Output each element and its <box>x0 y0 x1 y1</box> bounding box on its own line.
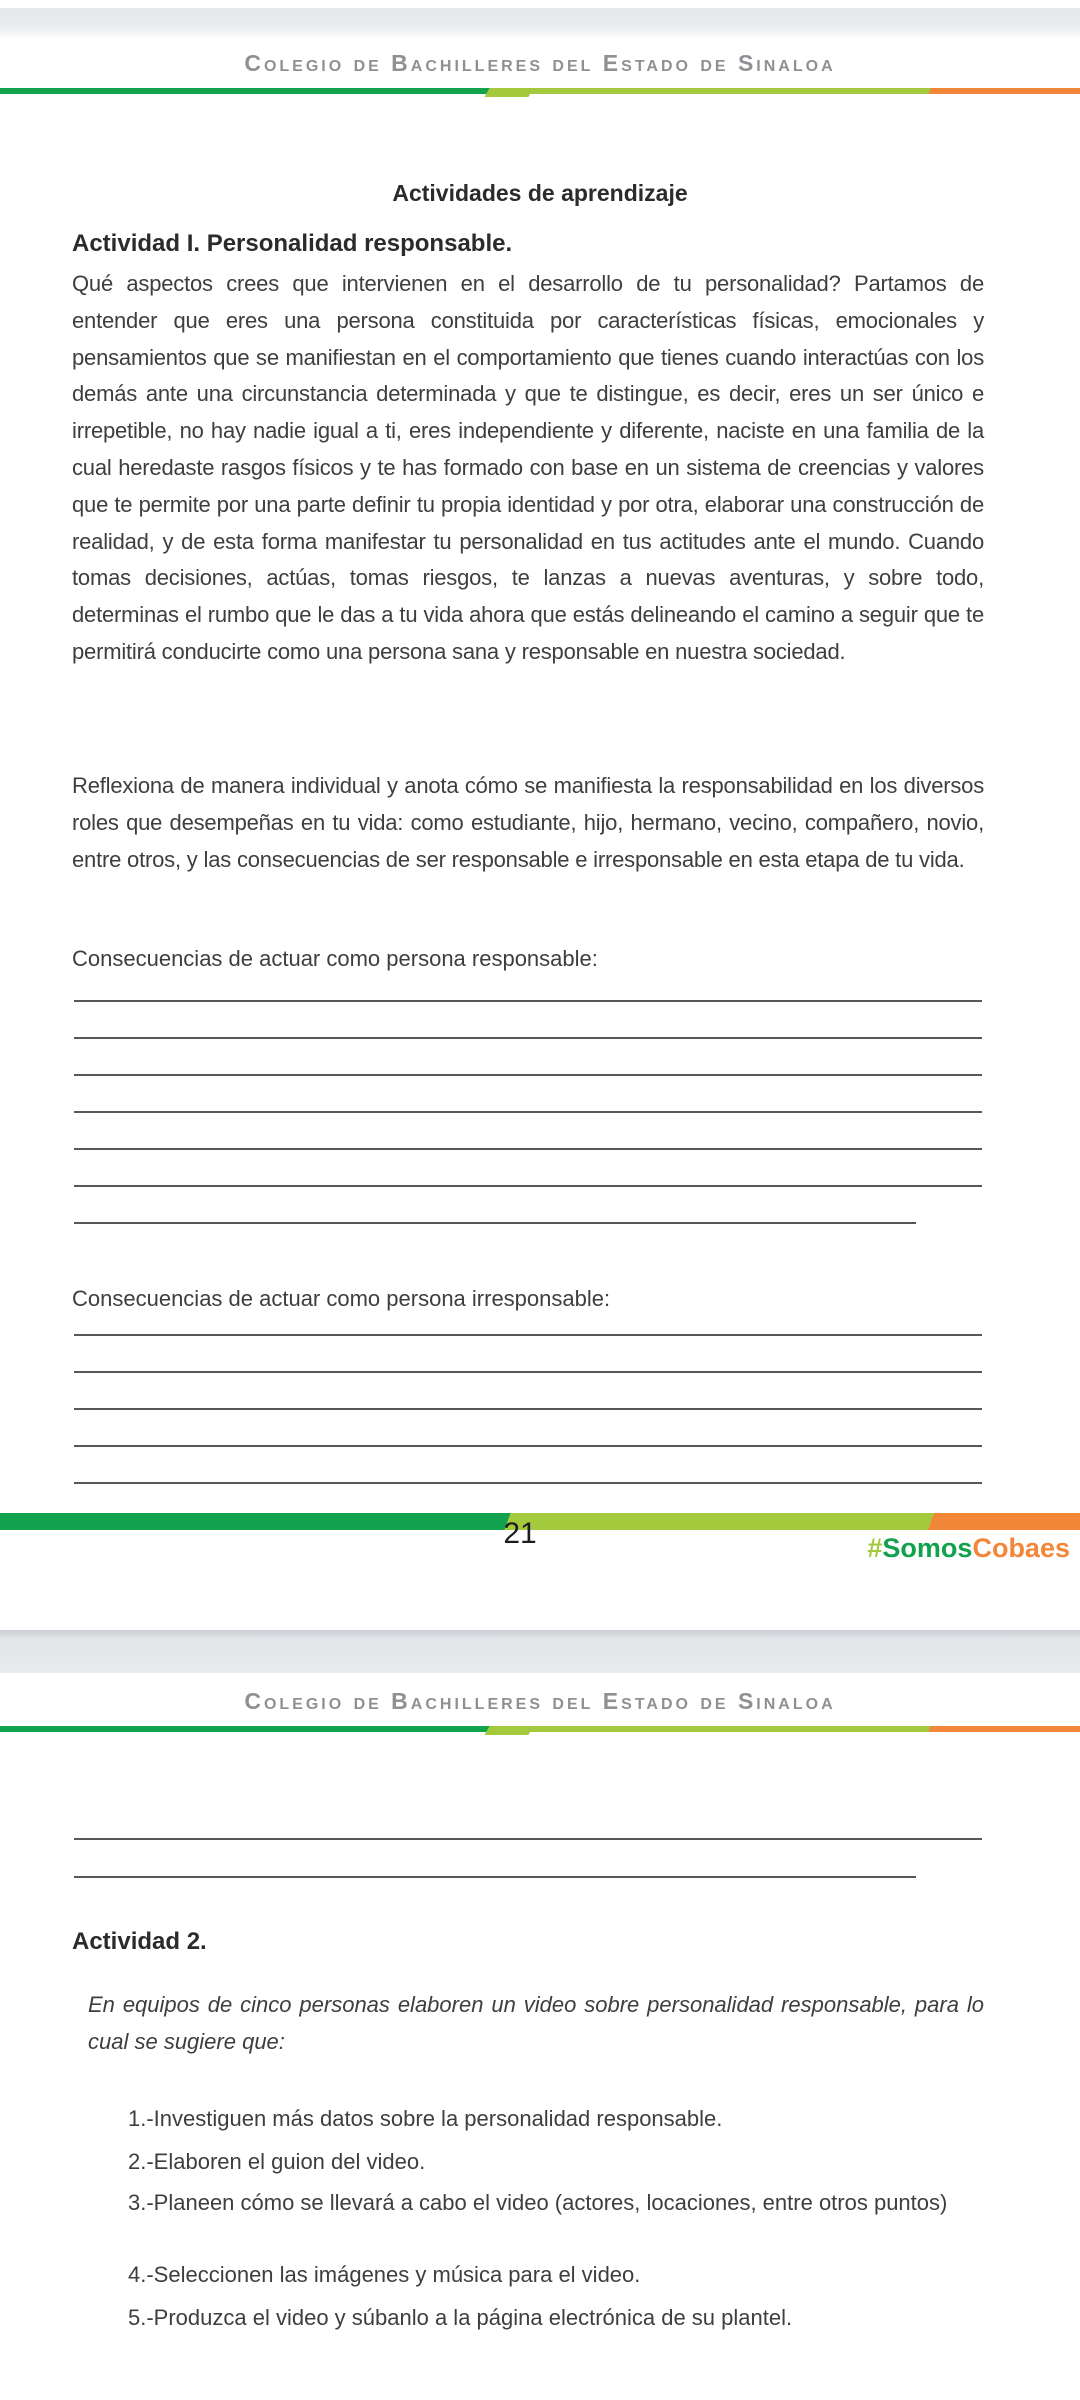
hashtag-somos: Somos <box>882 1533 973 1563</box>
doc-title: Actividades de aprendizaje <box>392 180 688 206</box>
activity2-heading: Actividad 2. <box>72 1928 207 1955</box>
write-in-line <box>74 1148 982 1150</box>
write-in-line <box>74 1222 916 1224</box>
activity2-intro: En equipos de cinco personas elaboren un video sobre personalidad responsable, para lo cual se sugiere que: <box>88 1992 984 2054</box>
write-in-line <box>74 1876 916 1878</box>
write-in-line <box>74 1000 982 1002</box>
list-item-3: 3.-Planeen cómo se llevará a cabo el video (actores, locaciones, entre otros puntos) <box>128 2190 948 2215</box>
somos-cobaes-hashtag <box>867 1533 1070 1564</box>
write-in-line <box>74 1111 982 1113</box>
activity1-paragraph-2: Reflexiona de manera individual y anota cómo se manifiesta la responsabilidad en los diversos roles que desempeñas en tu vida: como estudiante, hijo, hermano, vecino, compañero, novio, entre otros, y las consecuencias de ser responsable e irresponsable en esta etapa de tu vida. <box>72 773 984 872</box>
list-item-2: 2.-Elaboren el guion del video. <box>128 2149 426 2174</box>
activity1-heading: Actividad I. Personalidad responsable. <box>72 230 513 257</box>
list-item-1: 1.-Investiguen más datos sobre la personalidad responsable. <box>128 2106 723 2131</box>
page1-institution-header: Colegio de Bachilleres del Estado de Sinaloa <box>244 50 836 76</box>
write-in-line <box>74 1185 982 1187</box>
page1-header-rule <box>0 88 1080 94</box>
page2-header-rule <box>0 1726 1080 1732</box>
write-in-line <box>74 1371 982 1373</box>
page-number: 21 <box>503 1517 537 1550</box>
write-in-line <box>74 1334 982 1336</box>
write-in-line <box>74 1445 982 1447</box>
list-item-4: 4.-Seleccionen las imágenes y música para el video. <box>128 2262 641 2287</box>
page-gap-top <box>0 8 1080 38</box>
page2-institution-header: Colegio de Bachilleres del Estado de Sinaloa <box>244 1688 836 1714</box>
responsible-label: Consecuencias de actuar como persona responsable: <box>72 946 598 971</box>
write-in-line <box>74 1037 982 1039</box>
page1-footer-bar <box>0 1513 1080 1530</box>
hashtag-symbol: # <box>867 1533 883 1563</box>
write-in-line <box>74 1838 982 1840</box>
irresponsible-label: Consecuencias de actuar como persona irresponsable: <box>72 1286 611 1311</box>
page-gap-middle <box>0 1630 1080 1673</box>
list-item-5: 5.-Produzca el video y súbanlo a la página electrónica de su plantel. <box>128 2305 793 2330</box>
hashtag-cobaes: Cobaes <box>972 1533 1070 1563</box>
write-in-line <box>74 1482 982 1484</box>
write-in-line <box>74 1408 982 1410</box>
activity1-paragraph-1: Qué aspectos crees que intervienen en el desarrollo de tu personalidad? Partamos de entender que eres una persona constituida por características físicas, emocionales y pensamientos que se manifiestan en el comportamiento que tienes cuando interactúas con los demás ante una circunstancia determinada y que te distingue, es decir, eres un ser único e irrepetible, no hay nadie igual a ti, eres independiente y diferente, naciste en una familia de la cual heredaste rasgos físicos y te has formado con base en un sistema de creencias y valores que te permite por una parte definir tu propia identidad y por otra, elaborar una construcción de realidad, y de esta forma manifestar tu personalidad en tus actitudes ante el mundo. Cuando tomas decisiones, actúas, tomas riesgos, te lanzas a nuevas aventuras, y sobre todo, determinas el rumbo que le das a tu vida ahora que estás delineando el camino a seguir que te permitirá conducirte como una persona sana y responsable en nuestra sociedad. <box>72 271 984 664</box>
header-rule-joint <box>484 88 533 97</box>
write-in-line <box>74 1074 982 1076</box>
header-rule-joint <box>484 1726 533 1735</box>
